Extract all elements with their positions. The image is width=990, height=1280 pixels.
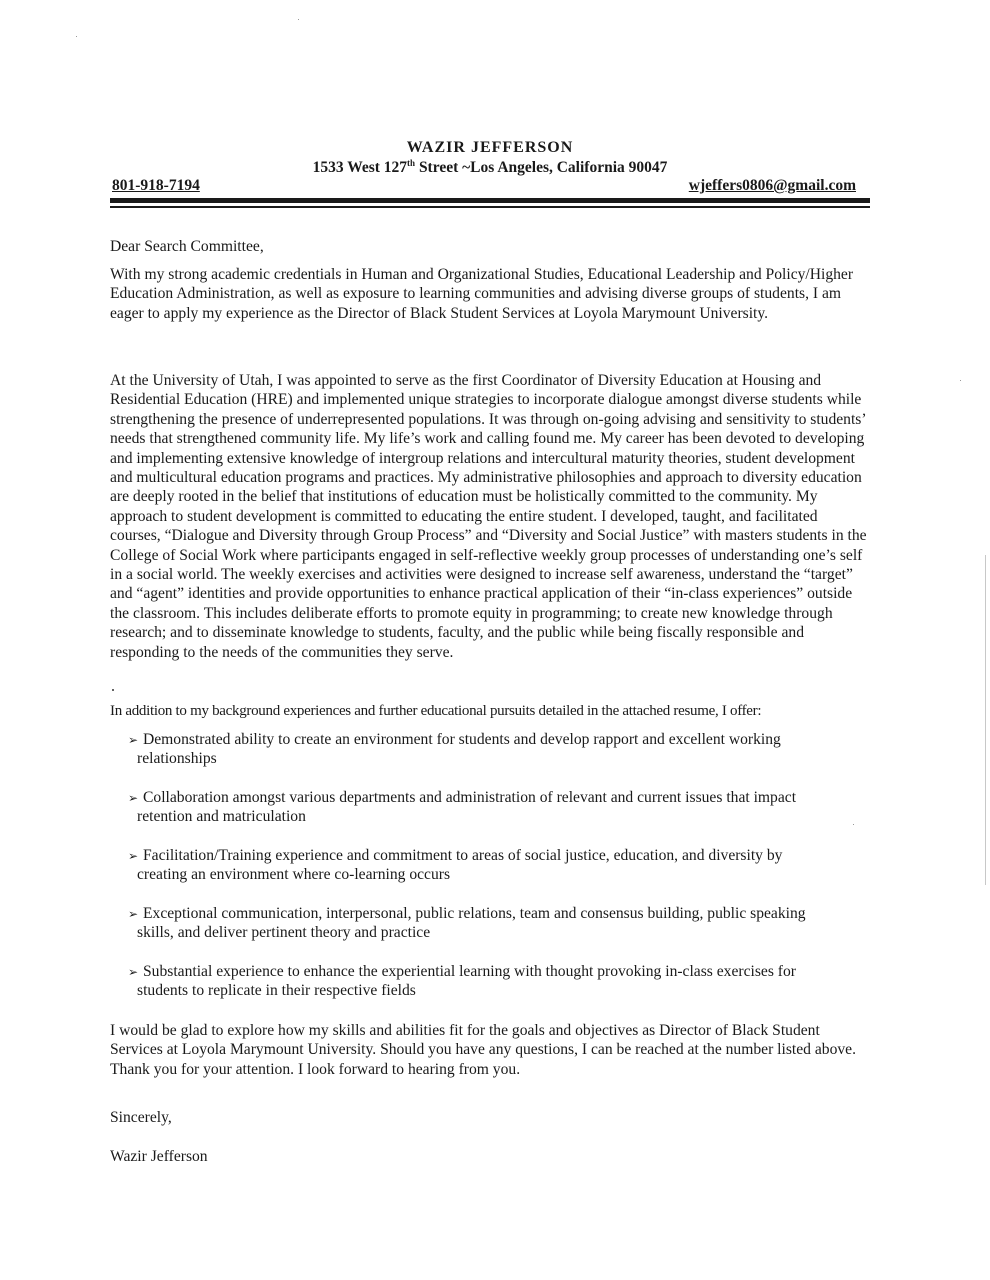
scan-speck: [960, 380, 961, 381]
experience-paragraph: At the University of Utah, I was appointed to serve as the first Coordinator of Diversity Education at Housing and Residential Education (HRE) and implemented unique strategies to incorporate dialogue amongst diverse students while strengthening the presence of underrepresented populations. It was through on-going advising and sensitivity to students’ needs that strengthened community life. My life’s work and calling found me. My career has been devoted to developing and implementing extensive knowledge of intergroup relations and intercultural maturity theories, student development and multicultural education programs and practices. My administrative philosophies and approach to diversity education are deeply rooted in the belief that institutions of education must be holistically committed to the community. My approach to student development is committed to educating the entire student. I developed, taught, and facilitated courses, “Dialogue and Diversity through Group Process” and “Diversity and Social Justice” with masters students in the College of Social Work where participants engaged in self-reflective weekly group processes of understanding one’s self in a social world. The weekly exercises and activities were designed to increase self awareness, understand the “target” and “agent” identities and provide opportunities to enhance practical application of their “in-class experiences” outside the classroom. This includes deliberate efforts to promote equity in programming; to create new knowledge through research; and to disseminate knowledge to students, faculty, and the public while being fiscally responsible and responding to the needs of the communities they serve.: [110, 372, 867, 661]
sender-email: wjeffers0806@gmail.com: [688, 177, 856, 194]
list-item-line: skills, and deliver pertinent theory and practice: [137, 924, 431, 942]
list-item: [128, 904, 868, 943]
signature-name: Wazir Jefferson: [110, 1148, 208, 1165]
sender-phone: 801-918-7194: [112, 177, 200, 194]
address-city-line: Street ~Los Angeles, California 90047: [415, 159, 668, 176]
header-divider-thin: [110, 206, 870, 208]
list-item-line: Facilitation/Training experience and commitment to areas of social justice, education, and diversity by: [143, 847, 783, 864]
address-ordinal-suffix: th: [407, 157, 416, 168]
sender-address: [110, 158, 870, 178]
arrow-bullet-icon: ➢: [128, 849, 139, 863]
list-item-line: relationships: [137, 750, 217, 768]
list-intro: In addition to my background experiences and further educational pursuits detailed in the attached resume, I offer:: [110, 703, 762, 719]
list-item: [128, 846, 868, 885]
arrow-bullet-icon: ➢: [128, 907, 139, 921]
arrow-bullet-icon: ➢: [128, 791, 139, 805]
scan-edge-line: [985, 555, 986, 885]
list-item: [128, 788, 868, 827]
closing-paragraph: I would be glad to explore how my skills and abilities fit for the goals and objectives as Director of Black Student Services at Loyola Marymount University. Should you have any questions, I can be reached at the number listed above. Thank you for your attention. I look forward to hearing from you.: [110, 1022, 856, 1078]
letterhead: [110, 138, 870, 178]
scan-speck: [76, 36, 77, 37]
list-item-line: Exceptional communication, interpersonal, public relations, team and consensus building, public speaking: [143, 905, 806, 922]
stray-dot: [112, 689, 114, 691]
scan-speck: [298, 19, 299, 20]
list-item-line: Substantial experience to enhance the experiential learning with thought provoking in-class exercises for: [143, 963, 796, 980]
list-item-line: creating an environment where co-learning occurs: [137, 866, 451, 884]
opening-paragraph: With my strong academic credentials in Human and Organizational Studies, Educational Leadership and Policy/Higher Education Administration, as well as exposure to learning communities and advising diverse groups of students, I am eager to apply my experience as the Director of Black Student Services at Loyola Marymount University.: [110, 266, 854, 322]
signoff: Sincerely,: [110, 1109, 172, 1126]
list-item-line: students to replicate in their respective fields: [137, 982, 416, 1000]
sender-name: WAZIR JEFFERSON: [406, 139, 574, 156]
qualifications-list: [128, 730, 868, 1020]
salutation: Dear Search Committee,: [110, 238, 264, 255]
contact-row: [112, 177, 868, 197]
list-item-line: Demonstrated ability to create an environment for students and develop rapport and excellent working: [143, 731, 781, 748]
list-item-line: retention and matriculation: [137, 808, 306, 826]
list-item: [128, 730, 868, 769]
header-divider-thick: [110, 198, 870, 203]
list-item-line: Collaboration amongst various departments and administration of relevant and current issues that impact: [143, 789, 797, 806]
list-item: [128, 962, 868, 1001]
address-street-number: 1533 West 127: [312, 159, 408, 176]
arrow-bullet-icon: ➢: [128, 965, 139, 979]
arrow-bullet-icon: ➢: [128, 733, 139, 747]
